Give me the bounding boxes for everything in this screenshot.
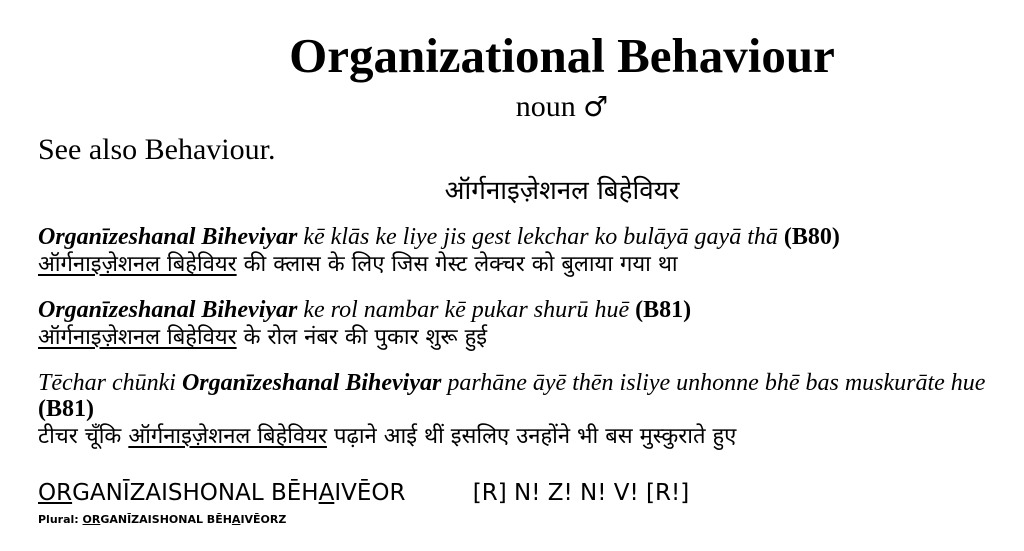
devanagari-term: ऑर्गनाइज़ेशनल बिहेवियर — [38, 325, 237, 350]
source-reference: (B81) — [38, 396, 94, 422]
pronunciation-guide: ORGANĪZAISHONAL BĒHAIVĒOR [R] N! Z! N! V! [R!] — [38, 480, 690, 506]
example-devanagari — [38, 250, 998, 280]
plural-form: Plural: ORGANĪZAISHONAL BĒHAIVĒORZ — [38, 513, 287, 526]
devanagari-term: ऑर्गनाइज़ेशनल बिहेवियर — [38, 252, 237, 277]
part-of-speech — [0, 90, 1024, 124]
male-gender-icon: ♂ — [583, 90, 609, 123]
example-romanized — [38, 297, 998, 323]
devanagari-text: के रोल नंबर की पुकार शुरू हुई — [236, 325, 488, 350]
see-also-reference: See also Behaviour. — [38, 133, 276, 166]
romanized-term: Organīzeshanal Biheviyar — [38, 224, 298, 250]
example-romanized — [38, 224, 998, 250]
romanized-text: kē klās ke liye jis gest lekchar ko bulāyā gayā thā — [297, 224, 784, 250]
example-3 — [38, 370, 998, 452]
devanagari-text: टीचर चूँकि — [38, 424, 129, 449]
romanized-text: parhāne āyē thēn isliye unhonne bhē bas muskurāte hue — [441, 370, 986, 396]
source-reference: (B81) — [635, 297, 692, 323]
part-of-speech-label: noun — [515, 90, 576, 123]
romanized-term: Organīzeshanal Biheviyar — [38, 297, 298, 323]
hindi-title: ऑर्गनाइज़ेशनल बिहेवियर — [444, 176, 680, 206]
example-devanagari — [38, 323, 998, 353]
romanized-text: Tēchar chūnki — [38, 370, 182, 396]
romanized-text: ke rol nambar kē pukar shurū huē — [297, 297, 636, 323]
example-devanagari — [38, 422, 998, 452]
devanagari-text: की क्लास के लिए जिस गेस्ट लेक्चर को बुलाया गया था — [236, 252, 678, 277]
example-romanized — [38, 370, 998, 422]
devanagari-term: ऑर्गनाइज़ेशनल बिहेवियर — [128, 424, 327, 449]
source-reference: (B80) — [783, 224, 840, 250]
romanized-term: Organīzeshanal Biheviyar — [181, 370, 442, 396]
example-2 — [38, 297, 998, 353]
example-1 — [38, 224, 998, 280]
entry-title: Organizational Behaviour — [289, 28, 835, 83]
devanagari-text: पढ़ाने आई थीं इसलिए उनहोंने भी बस मुस्कुराते हुए — [326, 424, 737, 449]
stress-pattern: [R] N! Z! N! V! [R!] — [472, 480, 690, 506]
